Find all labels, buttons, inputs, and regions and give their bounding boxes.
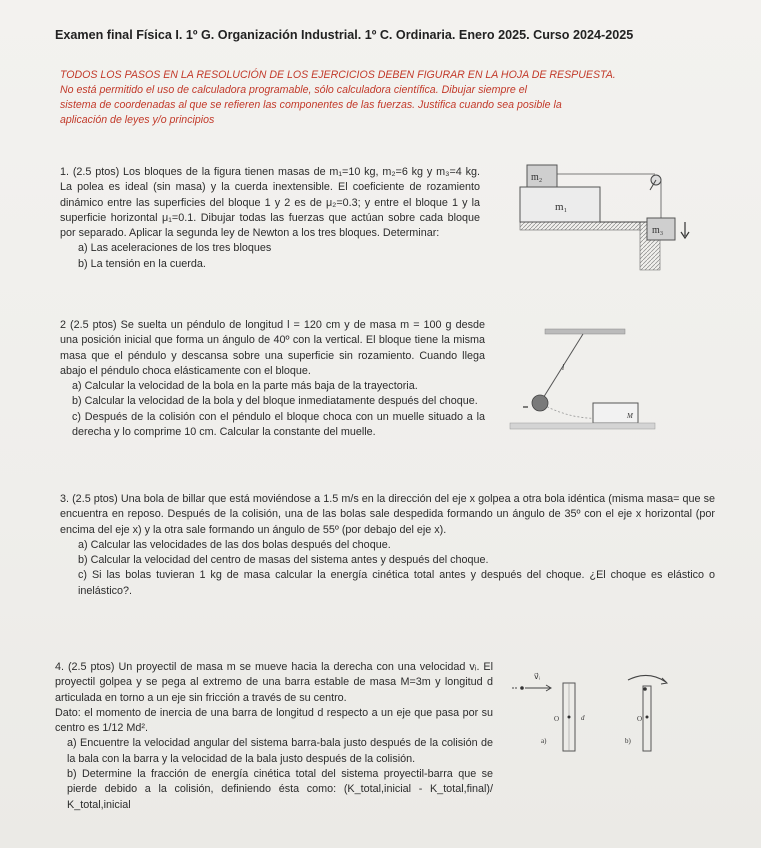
q2-statement: 2 (2.5 ptos) Se suelta un péndulo de longitud l = 120 cm y de masa m = 100 g desde una posición inicial que forma un ángulo de 40º con la vertical. El bloque tiene la misma masa que el péndulo y descansa sobre una superficie sin rozamiento. Cuando llega abajo el péndulo choca elásticamente con el bloque. xyxy=(60,319,485,377)
q4-dato: Dato: el momento de inercia de una barra de longitud d respecto a un eje que pasa por su centro es 1/12 Md². xyxy=(55,706,493,735)
q3-statement: 3. (2.5 ptos) Una bola de billar que está moviéndose a 1.5 m/s en la dirección del eje x golpea a otra bola idéntica (misma masa= que se encuentra en reposo. Después de la colisión, una de las bolas sale despedida formando un ángulo de 35º con el eje x horizontal (por encima del eje x) y la otra sale formando un ángulo de 55º (por debajo del eje x). xyxy=(60,493,715,536)
question-2 xyxy=(60,318,485,440)
exam-header: Examen final Física I. 1º G. Organización Industrial. 1º C. Ordinaria. Enero 2025. Curso 2024-2025 xyxy=(55,28,634,42)
m3-label: m₃ xyxy=(652,225,664,236)
warning-line-2: No está permitido el uso de calculadora programable, sólo calculadora científica. Dibujar siempre el xyxy=(60,84,527,96)
q2-pendulum-figure xyxy=(505,325,665,440)
velocity-label: v⃗ᵢ xyxy=(534,672,541,681)
question-3 xyxy=(60,492,715,599)
q1-statement: 1. (2.5 ptos) Los bloques de la figura tienen masas de m₁=10 kg, m₂=6 kg y m₃=4 kg. La polea es ideal (sin masa) y la cuerda inextensible. El coeficiente de rozamiento dinámico entre las superficies del bloque 1 y 2 es de μ₂=0.3; y entre el bloque 1 y la superficie horizontal μ₁=0.1. Dibujar todas las fuerzas que actúan sobre cada bloque por separado. Aplicar la segunda ley de Newton a los tres bloques. Determinar: xyxy=(60,166,480,240)
m2-label: m₂ xyxy=(531,172,543,183)
M-label: M xyxy=(627,412,633,420)
warning-line-1: TODOS LOS PASOS EN LA RESOLUCIÓN DE LOS EJERCICIOS DEBEN FIGURAR EN LA HOJA DE RESPUESTA. xyxy=(60,69,616,81)
q4-statement: 4. (2.5 ptos) Un proyectil de masa m se mueve hacia la derecha con una velocidad vᵢ. El proyectil golpea y se pega al extremo de una barra estable de masa M=3m y longitud d articulada en torno a un eje sin fricción a través de su centro. xyxy=(55,661,493,704)
question-4 xyxy=(55,660,493,813)
q1-part-a: a) Las aceleraciones de los tres bloques xyxy=(78,242,272,255)
warning-line-4: aplicación de leyes y/o principios xyxy=(60,114,215,126)
m1-label: m₁ xyxy=(555,201,568,213)
q1-blocks-figure xyxy=(515,160,705,275)
q4-part-b: b) Determine la fracción de energía cinética total del sistema proyectil-barra que se pierde debido a la colisión, definiendo ésta como: (K_total,inicial - K_total,final)/ K_total,inicial xyxy=(67,768,493,811)
pivot-label-b: O xyxy=(637,715,643,723)
q1-part-b: b) La tensión en la cuerda. xyxy=(78,257,206,270)
q4-part-a: a) Encuentre la velocidad angular del sistema barra-bala justo después de la colisión de la bala con la barra y la velocidad de la bala justo después de la colisión. xyxy=(67,737,493,765)
q2-part-c: c) Después de la colisión con el péndulo el bloque choca con un muelle situado a la derecha y lo comprime 10 cm. Calcular la constante del muelle. xyxy=(72,410,485,439)
pivot-label-a: O xyxy=(554,715,560,723)
fig-b-label: b) xyxy=(625,737,631,745)
fig-a-label: a) xyxy=(541,737,547,745)
q3-part-a: a) Calcular las velocidades de las dos bolas después del choque. xyxy=(78,538,391,551)
q4-rod-figure xyxy=(508,668,683,763)
q3-part-c: c) Si las bolas tuvieran 1 kg de masa calcular la energía cinética total antes y después del choque. ¿El choque es elástico o inelástico?. xyxy=(78,569,715,597)
q3-part-b: b) Calcular la velocidad del centro de masas del sistema antes y después del choque. xyxy=(78,554,489,567)
q2-part-b: b) Calcular la velocidad de la bola y del bloque inmediatamente después del choque. xyxy=(72,395,478,408)
q2-part-a: a) Calcular la velocidad de la bola en la parte más baja de la trayectoria. xyxy=(72,380,418,393)
pendulum-ball xyxy=(532,395,548,411)
warning-line-3: sistema de coordenadas al que se refieren las componentes de las fuerzas. Justifica cuando sea posible la xyxy=(60,99,562,111)
instructions-warning xyxy=(60,68,630,128)
length-label: l xyxy=(562,363,565,372)
length-d-label: d xyxy=(581,714,585,722)
question-1 xyxy=(60,165,480,272)
